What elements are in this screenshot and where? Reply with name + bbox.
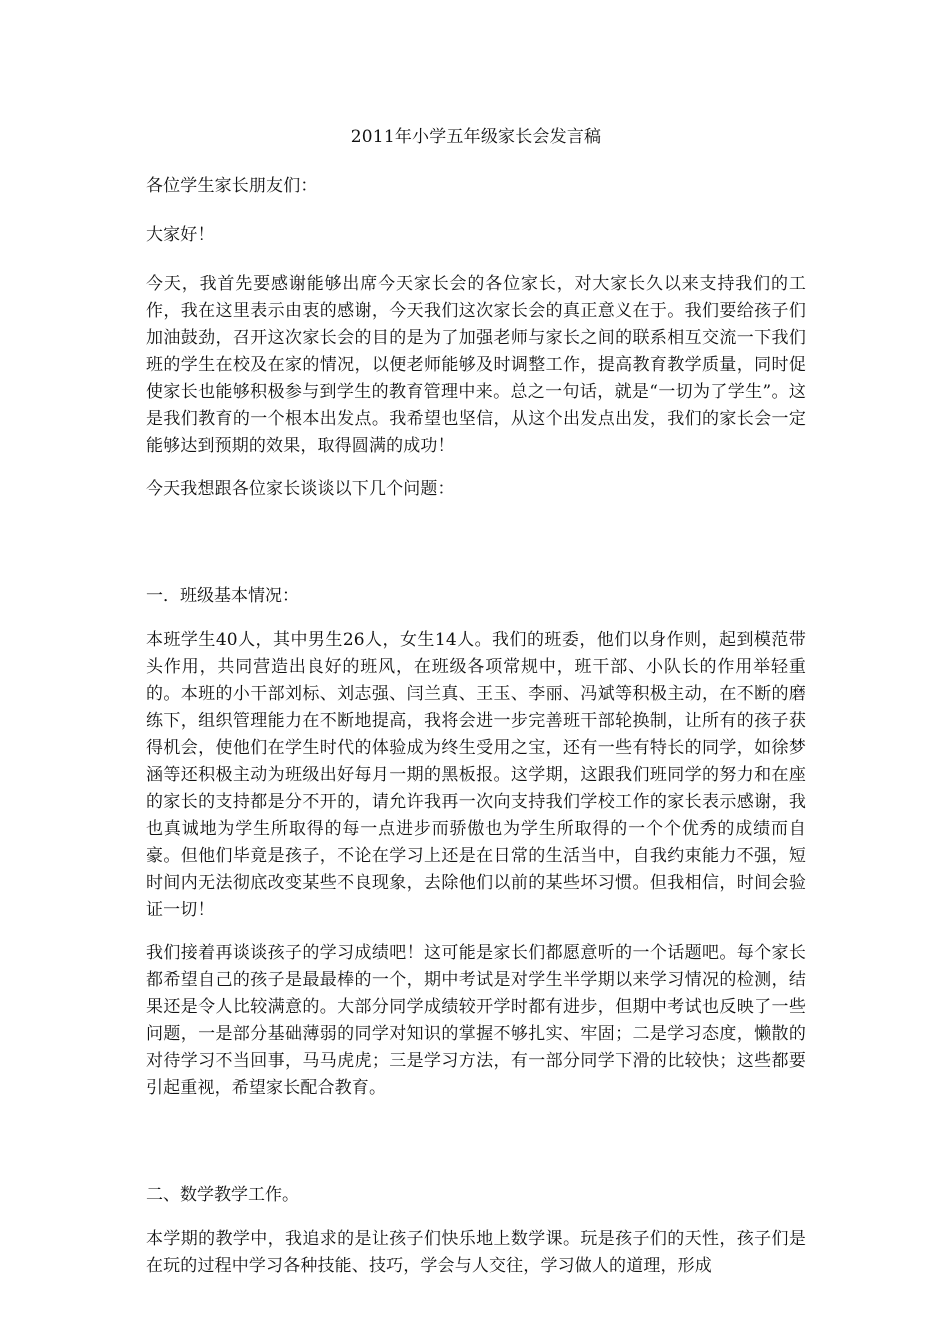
topics-intro: 今天我想跟各位家长谈谈以下几个问题：: [146, 479, 455, 499]
spacer: [146, 1118, 806, 1182]
section2-heading: 二、数学教学工作。: [146, 1185, 299, 1205]
spacer: [146, 519, 806, 583]
section1-heading: 一．班级基本情况：: [146, 586, 299, 606]
section1-paragraph-2: 我们接着再谈谈孩子的学习成绩吧！这可能是家长们都愿意听的一个话题吧。每个家长都希望自己的孩子是最最棒的一个，期中考试是对学生半学期以来学习情况的检测，结果还是令人比较满意的。大部分同学成绩较开学时都有进步，但期中考试也反映了一些问题，一是部分基础薄弱的同学对知识的掌握不够扎实、牢固；二是学习态度，懒散的对待学习不当回事，马马虎虎；三是学习方法，有一部分同学下滑的比较快；这些都要引起重视，希望家长配合教育。: [146, 943, 806, 1098]
greeting: 大家好！: [146, 225, 215, 245]
section2-paragraph-1: 本学期的教学中，我追求的是让孩子们快乐地上数学课。玩是孩子们的天性，孩子们是在玩的过程中学习各种技能、技巧，学会与人交往，学习做人的道理，形成: [146, 1229, 806, 1276]
salutation: 各位学生家长朋友们：: [146, 176, 318, 196]
document-title: 2011年小学五年级家长会发言稿: [350, 127, 602, 147]
intro-paragraph: 今天，我首先要感谢能够出席今天家长会的各位家长，对大家长久以来支持我们的工作，我在这里表示由衷的感谢，今天我们这次家长会的真正意义在于。我们要给孩子们加油鼓劲，召开这次家长会的目的是为了加强老师与家长之间的联系相互交流一下我们班的学生在校及在家的情况，以便老师能够及时调整工作，提高教育教学质量，同时促使家长也能够积极参与到学生的教育管理中来。总之一句话，就是“一切为了学生”。这是我们教育的一个根本出发点。我希望也坚信，从这个出发点出发，我们的家长会一定能够达到预期的效果，取得圆满的成功！: [146, 274, 806, 456]
section1-paragraph-1: 本班学生40人，其中男生26人，女生14人。我们的班委，他们以身作则，起到模范带头作用，共同营造出良好的班风，在班级各项常规中，班干部、小队长的作用举轻重的。本班的小干部刘标、刘志强、闫兰真、王玉、李丽、冯斌等积极主动，在不断的磨练下，组织管理能力在不断地提高，我将会进一步完善班干部轮换制，让所有的孩子获得机会，使他们在学生时代的体验成为终生受用之宝，还有一些有特长的同学，如徐梦涵等还积极主动为班级出好每月一期的黑板报。这学期，这跟我们班同学的努力和在座的家长的支持都是分不开的，请允许我再一次向支持我们学校工作的家长表示感谢，我也真诚地为学生所取得的每一点进步而骄傲也为学生所取得的一个个优秀的成绩而自豪。但他们毕竟是孩子，不论在学习上还是在日常的生活当中，自我约束能力不强，短时间内无法彻底改变某些不良现象，去除他们以前的某些坏习惯。但我相信，时间会验证一切！: [146, 630, 806, 920]
document-page: [146, 124, 806, 1296]
